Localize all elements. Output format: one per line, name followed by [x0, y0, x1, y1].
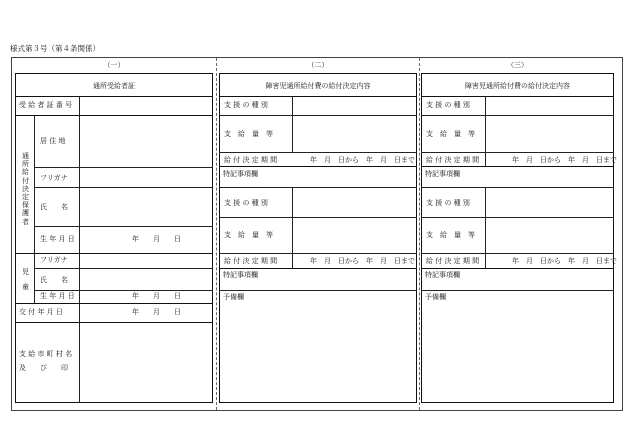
s1-issue-date-label: 交 付 年 月 日 [19, 308, 63, 316]
s2-service-type-1: 支 援 の 種 別 [224, 101, 268, 109]
s3-reserve: 予備欄 [425, 293, 446, 301]
s1-issue-date-value: 年 月 日 [132, 308, 181, 316]
s2-period-value-1: 年 月 日から 年 月 日まで [310, 156, 415, 164]
s3-period-2: 給 付 決 定 期 間 [426, 257, 480, 265]
s1-child-furigana-label: フリガナ [40, 256, 68, 264]
section-2-header: （二） [307, 61, 329, 69]
s1-child-label-2: 童 [22, 283, 29, 291]
s3-amount-1: 支 給 量 等 [426, 130, 475, 138]
s3-service-type-2: 支 援 の 種 別 [426, 199, 470, 207]
s1-birthdate-label: 生 年 月 日 [40, 235, 75, 243]
s2-reserve: 予備欄 [223, 293, 244, 301]
s2-amount-1: 支 給 量 等 [224, 130, 273, 138]
s1-name-label: 氏 名 [40, 203, 68, 211]
s3-period-1: 給 付 決 定 期 間 [426, 156, 480, 164]
s1-child-label-1: 児 [22, 268, 29, 276]
s1-child-birthdate-value: 年 月 日 [132, 292, 181, 300]
s3-notes-1: 特記事項欄 [425, 170, 460, 178]
s2-period-1: 給 付 決 定 期 間 [224, 156, 278, 164]
s1-child-birthdate-label: 生 年 月 日 [40, 292, 75, 300]
s3-title: 障害児通所給付費の給付決定内容 [465, 82, 570, 90]
s2-notes-1: 特記事項欄 [223, 170, 258, 178]
section-3-header: （三） [507, 61, 528, 69]
s3-notes-2: 特記事項欄 [425, 271, 460, 279]
s1-recipient-number-label: 受 給 者 証 番 号 [19, 101, 73, 109]
form-title: 様式第３号（第４条関係） [10, 44, 100, 53]
s1-address-label: 居 住 地 [40, 137, 66, 145]
s3-service-type-1: 支 援 の 種 別 [426, 101, 470, 109]
s1-child-name-label: 氏 名 [40, 276, 68, 284]
s1-municipality-label-1: 支 給 市 町 村 名 [19, 350, 73, 358]
s1-municipality-label-2: 及 び 印 [19, 364, 68, 372]
s1-birthdate-value: 年 月 日 [132, 235, 181, 243]
separator-1 [216, 58, 217, 410]
s3-period-value-1: 年 月 日から 年 月 日まで [512, 156, 617, 164]
s2-notes-2: 特記事項欄 [223, 271, 258, 279]
s2-service-type-2: 支 援 の 種 別 [224, 199, 268, 207]
s3-period-value-2: 年 月 日から 年 月 日まで [512, 257, 617, 265]
s2-period-value-2: 年 月 日から 年 月 日まで [310, 257, 415, 265]
s2-title: 障害児通所給付費の給付決定内容 [265, 82, 371, 90]
s3-amount-2: 支 給 量 等 [426, 231, 475, 239]
s1-guardian-label: 通所給付決定保護者 [22, 152, 29, 226]
s1-furigana-label: フリガナ [40, 174, 68, 182]
s2-amount-2: 支 給 量 等 [224, 231, 273, 239]
s1-title: 通所受給者証 [93, 82, 135, 90]
section-1-header: （一） [103, 61, 125, 69]
separator-2 [419, 58, 420, 410]
s2-period-2: 給 付 決 定 期 間 [224, 257, 278, 265]
